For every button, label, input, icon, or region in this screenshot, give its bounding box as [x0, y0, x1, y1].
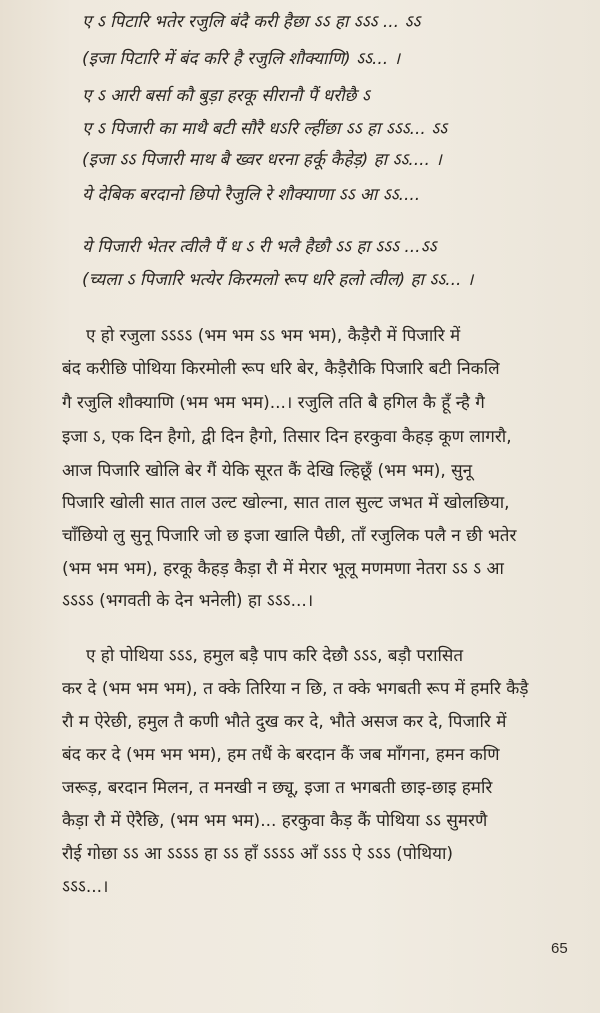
paragraph-line: (भम भम भम), हरकू कैहड़ कैड़ा रौ में मेरार भूलू मणमणा नेतरा ऽऽ ऽ आ: [62, 559, 504, 579]
paragraph-line: जरूड़, बरदान मिलन, त मनखी न छ्यू, इजा त भगबती छाइ-छाइ हमरि: [62, 778, 493, 798]
paragraph-line: ऽऽऽऽ (भगवती के देन भनेली) हा ऽऽऽ...।: [62, 591, 314, 611]
paragraph-line: कैड़ा रौ में ऐरैछि, (भम भम भम)... हरकुवा कैड़ कैं पोथिया ऽऽ सुमरणै: [62, 811, 488, 831]
verse-line: ए ऽ पिटारि भतेर रजुलि बंदै करी हैछा ऽऽ हा ऽऽऽ ... ऽऽ: [82, 12, 421, 32]
verse-line: (इजा ऽऽ पिजारी माथ बै ख्वर धरना हर्कू कैहेड़) हा ऽऽ.... ।: [82, 150, 442, 170]
paragraph-line: ए हो पोथिया ऽऽऽ, हमुल बड़ै पाप करि देछौ ऽऽऽ, बड़ौ परासित: [86, 646, 464, 666]
paragraph-line: आज पिजारि खोलि बेर गैं येकि सूरत कैं देखि ल्हिछूँ (भम भम), सुनू: [62, 461, 473, 481]
paragraph-line: रौ म ऐरेछी, हमुल तै कणी भौते दुख कर दे, भौते असज कर दे, पिजारि में: [62, 712, 507, 732]
verse-line: (च्यला ऽ पिजारि भत्येर किरमलो रूप धरि हलो त्वील) हा ऽऽ... ।: [82, 270, 474, 290]
paragraph-line: कर दे (भम भम भम), त क्के तिरिया न छि, त क्के भगबती रूप में हमरि कैड़ै: [62, 679, 529, 699]
paragraph-line: चाँछियो लु सुनू पिजारि जो छ इजा खालि पैछी, ताँ रजुलिक पलै न छी भतेर: [62, 526, 517, 546]
paragraph-line: इजा ऽ, एक दिन हैगो, द्वी दिन हैगो, तिसार दिन हरकुवा कैहड़ कूण लागरौ,: [62, 427, 512, 447]
verse-line: ए ऽ आरी बर्सा कौ बुड़ा हरकू सीरानौ पैं धरौछै ऽ: [82, 86, 370, 106]
paragraph-line: बंद करीछि पोथिया किरमोली रूप धरि बेर, कैड़ैरौकि पिजारि बटी निकलि: [62, 359, 500, 379]
verse-line: ये देबिक बरदानो छिपो रैजुलि रे शौक्याणा ऽऽ आ ऽऽ....: [82, 185, 421, 205]
paragraph-line: ऽऽऽ...।: [62, 877, 109, 897]
verse-line: ए ऽ पिजारी का माथै बटी सौरै धऽरि ल्हींछा ऽऽ हा ऽऽऽ... ऽऽ: [82, 119, 448, 139]
paragraph-line: पिजारि खोली सात ताल उल्ट खोल्ना, सात ताल सुल्ट जभत में खोलछिया,: [62, 493, 510, 513]
verse-line: (इजा पिटारि में बंद करि है रजुलि शौक्याणि) ऽऽ... ।: [82, 49, 401, 69]
page-number: 65: [551, 940, 568, 957]
paragraph-line: बंद कर दे (भम भम भम), हम तधैं के बरदान कैं जब माँगना, हमन कणि: [62, 745, 500, 765]
paragraph-line: ए हो रजुला ऽऽऽऽ (भम भम ऽऽ भम भम), कैड़ैरौ में पिजारि में: [86, 326, 461, 346]
paragraph-line: रौई गोछा ऽऽ आ ऽऽऽऽ हा ऽऽ हाँ ऽऽऽऽ आँ ऽऽऽ ऐ ऽऽऽ (पोथिया): [62, 844, 454, 864]
paragraph-line: गै रजुलि शौक्याणि (भम भम भम)...। रजुलि तति बै हगिल कै हूँ न्है गै: [62, 393, 485, 413]
verse-line: ये पिजारी भेतर त्वीलै पैं ध ऽ री भलै हैछौ ऽऽ हा ऽऽऽ ...ऽऽ: [82, 237, 437, 257]
